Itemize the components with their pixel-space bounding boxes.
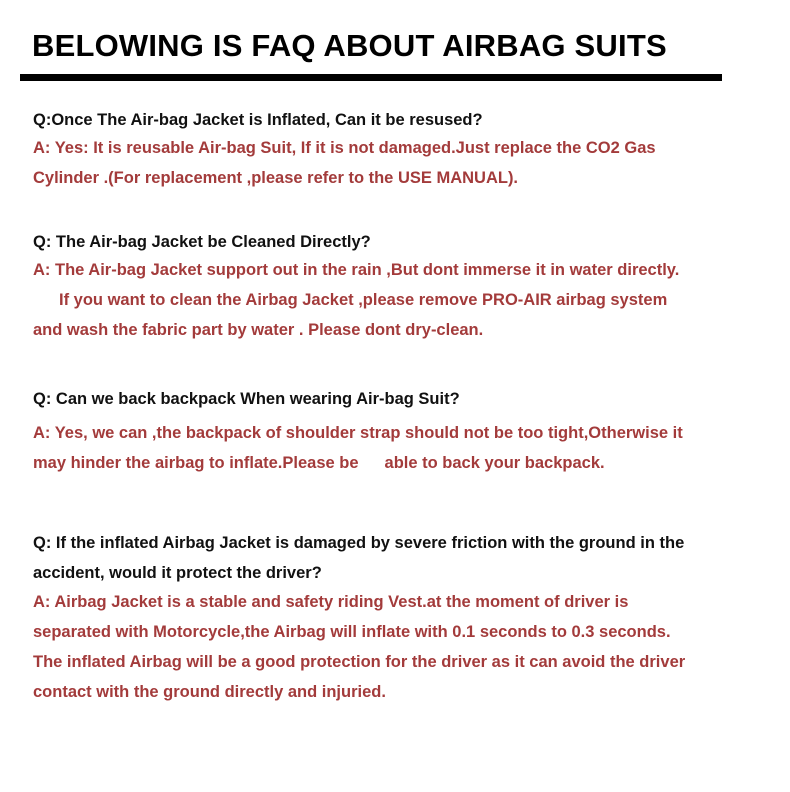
faq-answer-4 [33, 587, 685, 707]
answer-line: A: Airbag Jacket is a stable and safety riding Vest.at the moment of driver is [33, 593, 629, 611]
answer-fragment: may hinder the airbag to inflate.Please be [33, 454, 359, 472]
answer-line: If you want to clean the Airbag Jacket ,please remove PRO-AIR airbag system [59, 291, 668, 309]
title-underline [20, 74, 722, 81]
question-line: Q: The Air-bag Jacket be Cleaned Directly? [33, 233, 371, 251]
faq-question-4 [33, 528, 684, 588]
answer-line: A: Yes, we can ,the backpack of shoulder strap should not be too tight,Otherwise it [33, 424, 683, 442]
faq-question-3 [33, 384, 460, 414]
answer-line: A: Yes: It is reusable Air-bag Suit, If it is not damaged.Just replace the CO2 Gas [33, 139, 656, 157]
answer-line-split [33, 448, 683, 478]
faq-answer-1 [33, 133, 656, 193]
answer-line: contact with the ground directly and injuried. [33, 683, 386, 701]
answer-line: Cylinder .(For replacement ,please refer to the USE MANUAL). [33, 169, 519, 187]
answer-line: A: The Air-bag Jacket support out in the rain ,But dont immerse it in water directly. [33, 261, 680, 279]
faq-question-1 [33, 105, 483, 135]
answer-fragment: able to back your backpack. [384, 454, 605, 472]
answer-line: separated with Motorcycle,the Airbag will inflate with 0.1 seconds to 0.3 seconds. [33, 623, 671, 641]
answer-line: The inflated Airbag will be a good protection for the driver as it can avoid the driver [33, 653, 686, 671]
faq-question-2 [33, 227, 371, 257]
page-title: BELOWING IS FAQ ABOUT AIRBAG SUITS [32, 28, 667, 63]
faq-answer-3 [33, 418, 683, 478]
answer-line: and wash the fabric part by water . Please dont dry-clean. [33, 321, 484, 339]
question-line: Q: Can we back backpack When wearing Air-bag Suit? [33, 390, 460, 408]
faq-answer-2 [33, 255, 679, 345]
question-line: Q:Once The Air-bag Jacket is Inflated, Can it be resused? [33, 111, 483, 129]
question-line: Q: If the inflated Airbag Jacket is damaged by severe friction with the ground in the [33, 534, 685, 552]
question-line: accident, would it protect the driver? [33, 564, 322, 582]
